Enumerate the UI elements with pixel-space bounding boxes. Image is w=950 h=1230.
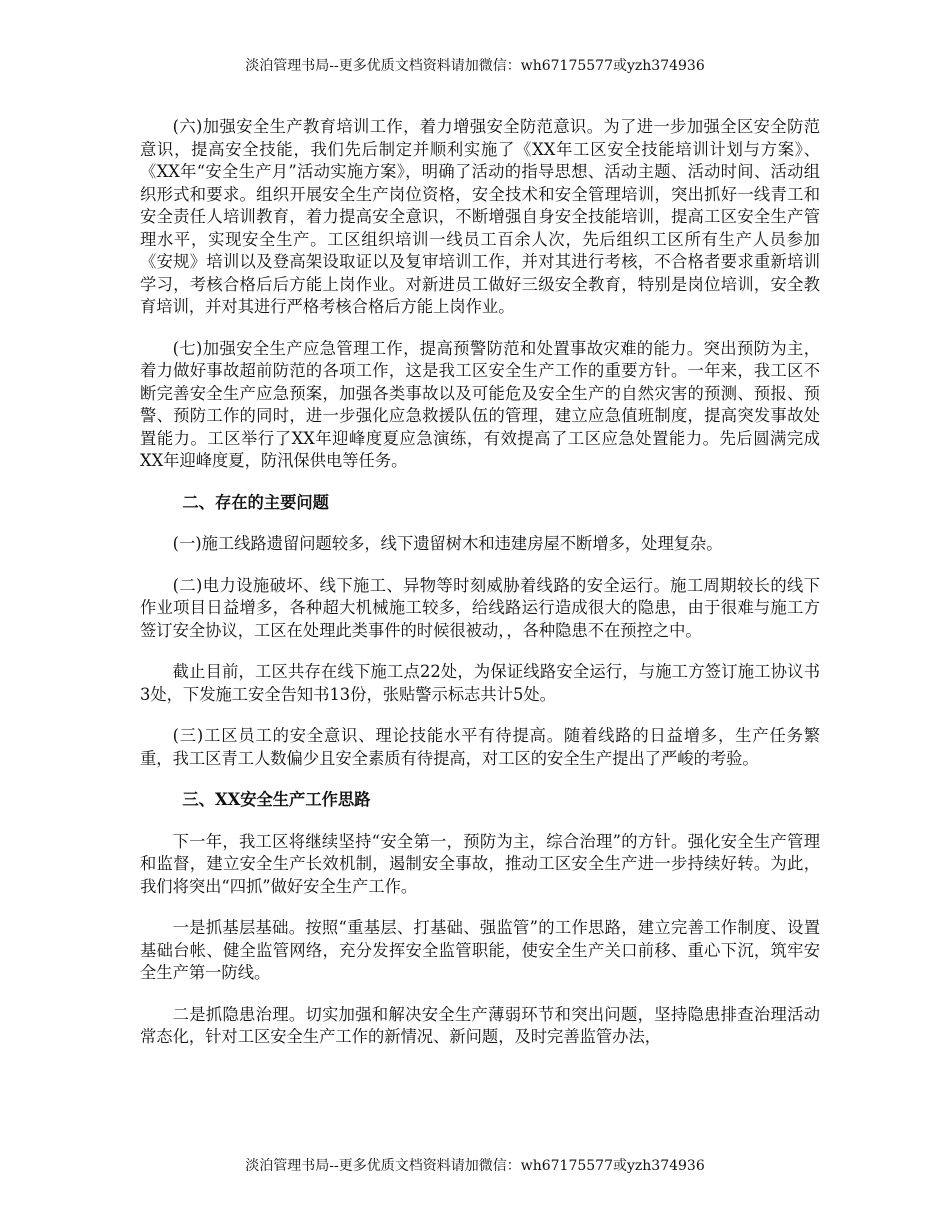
paragraph-emergency-management: (七)加强安全生产应急管理工作，提高预警防范和处置事故灾难的能力。突出预防为主，着力做好事故超前防范的各项工作，这是我工区安全生产工作的重要方针。一年来，我工区不断完善安全生产应急预案，加强各类事故以及可能危及安全生产的自然灾害的预测、预报、预警、预防工作的同时，进一步强化应急救援队伍的管理，建立应急值班制度，提高突发事故处置能力。工区举行了XX年迎峰度夏应急演练，有效提高了工区应急处置能力。先后圆满完成XX年迎峰度夏，防汛保供电等任务。: [140, 338, 820, 470]
paragraph-plan-grassroots: 一是抓基层基础。按照“重基层、打基础、强监管”的工作思路，建立完善工作制度、设置基础台帐、健全监管网络，充分发挥安全监管职能，使安全生产关口前移、重心下沉，筑牢安全生产第一防线。: [140, 918, 820, 982]
paragraph-problem-2: (二)电力设施破坏、线下施工、异物等时刻威胁着线路的安全运行。施工周期较长的线下作业项目日益增多，各种超大机械施工较多，给线路运行造成很大的隐患，由于很难与施工方签订安全协议，工区在处理此类事件的时候很被动，，各种隐患不在预控之中。: [140, 575, 820, 640]
section-heading-work-plan: 三、XX安全生产工作思路: [182, 790, 371, 809]
paragraph-plan-intro: 下一年，我工区将继续坚持“安全第一，预防为主，综合治理”的方针。强化安全生产管理和监督，建立安全生产长效机制，遏制安全事故，推动工区安全生产进一步持续好转。为此，我们将突出“四抓”做好安全生产工作。: [140, 831, 820, 896]
paragraph-problem-3: (三)工区员工的安全意识、理论技能水平有待提高。随着线路的日益增多，生产任务繁重，我工区青工人数偏少且安全素质有待提高，对工区的安全生产提出了严峻的考验。: [140, 726, 820, 768]
paragraph-problem-1: (一)施工线路遗留问题较多，线下遗留树木和违建房屋不断增多，处理复杂。: [172, 534, 723, 553]
paragraph-plan-hazard: 二是抓隐患治理。切实加强和解决安全生产薄弱环节和突出问题，坚持隐患排查治理活动常态化，针对工区安全生产工作的新情况、新问题，及时完善监管办法，: [140, 1004, 820, 1046]
paragraph-safety-training: (六)加强安全生产教育培训工作，着力增强安全防范意识。为了进一步加强全区安全防范意识，提高安全技能，我们先后制定并顺利实施了《XX年工区安全技能培训计划与方案》、《XX年“安全生产月”活动实施方案》，明确了活动的指导思想、活动主题、活动时间、活动组织形式和要求。组织开展安全生产岗位资格，安全技术和安全管理培训，突出抓好一线青工和安全责任人培训教育，着力提高安全意识，不断增强自身安全技能培训，提高工区安全生产管理水平，实现安全生产。工区组织培训一线员工百余人次，先后组织工区所有生产人员参加《安规》培训以及登高架设取证以及复审培训工作，并对其进行考核，不合格者要求重新培训学习，考核合格后后方能上岗作业。对新进员工做好三级安全教育，特别是岗位培训，安全教育培训，并对其进行严格考核合格后方能上岗作业。: [140, 117, 820, 316]
section-heading-main-problems: 二、存在的主要问题: [182, 492, 329, 512]
document-body: [140, 116, 820, 1068]
page-footer: 淡泊管理书局--更多优质文档资料请加微信：wh67175577或yzh374936: [245, 1158, 705, 1174]
page-header: 淡泊管理书局--更多优质文档资料请加微信：wh67175577或yzh374936: [245, 58, 705, 74]
paragraph-construction-stats: 截止目前，工区共存在线下施工点22处，为保证线路安全运行，与施工方签订施工协议书3处，下发施工安全告知书13份，张贴警示标志共计5处。: [140, 662, 820, 704]
